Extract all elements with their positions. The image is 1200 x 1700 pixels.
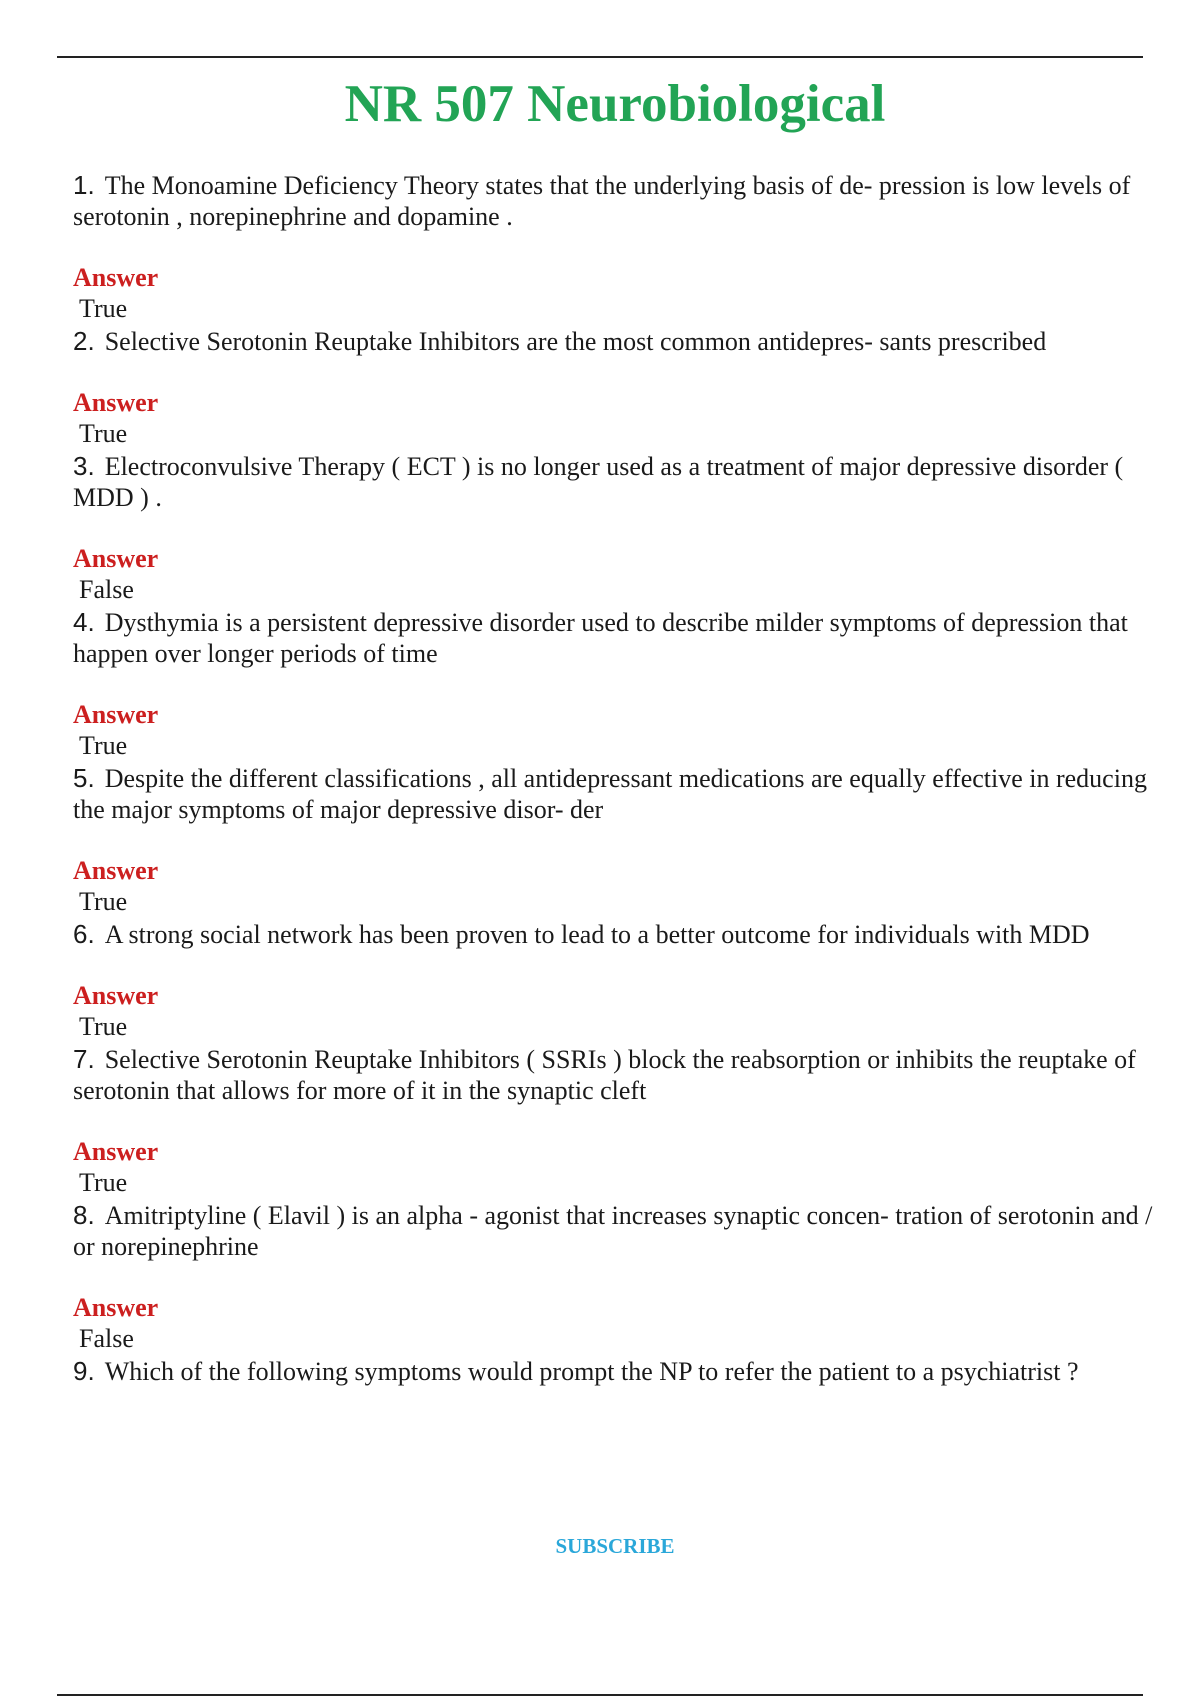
- question-text-row: [73, 607, 1153, 669]
- question-number: 4.: [73, 607, 95, 637]
- page-title: NR 507 Neurobiological: [344, 75, 886, 133]
- question-item: [73, 763, 1153, 917]
- question-text: The Monoamine Deficiency Theory states that the underlying basis of de- pression is low levels of serotonin , norepinephrine and dopamine .: [73, 171, 1131, 231]
- question-text: A strong social network has been proven to lead to a better outcome for individuals with MDD: [104, 920, 1090, 949]
- question-text-row: [73, 326, 1153, 357]
- question-number: 8.: [73, 1200, 95, 1230]
- question-text-row: [73, 919, 1153, 950]
- answer-value: True: [79, 731, 128, 760]
- question-text-row: [73, 763, 1153, 825]
- question-number: 5.: [73, 763, 95, 793]
- answer-value: True: [79, 887, 128, 916]
- question-text: Selective Serotonin Reuptake Inhibitors are the most common antidepres- sants prescribed: [104, 327, 1047, 356]
- question-item: [73, 326, 1153, 449]
- question-item: [73, 1200, 1153, 1354]
- question-number: 1.: [73, 170, 95, 200]
- question-text: Despite the different classifications , all antidepressant medications are equally effective in reducing the major symptoms of major depressive disor- der: [73, 764, 1147, 824]
- question-item: [73, 1044, 1153, 1198]
- question-item: [73, 1356, 1153, 1387]
- question-list: [73, 170, 1153, 1387]
- question-item: [73, 170, 1153, 324]
- question-text-row: [73, 170, 1153, 232]
- question-number: 6.: [73, 919, 95, 949]
- answer-label: Answer: [73, 981, 159, 1010]
- question-text: Which of the following symptoms would prompt the NP to refer the patient to a psychiatrist ?: [104, 1357, 1079, 1386]
- answer-label: Answer: [73, 700, 159, 729]
- answer-value: True: [79, 1012, 128, 1041]
- answer-label: Answer: [73, 856, 159, 885]
- question-text-row: [73, 1200, 1153, 1262]
- answer-value: False: [79, 575, 134, 604]
- question-item: [73, 919, 1153, 1042]
- answer-label: Answer: [73, 1137, 159, 1166]
- answer-value: True: [79, 419, 128, 448]
- question-item: [73, 607, 1153, 761]
- answer-value: True: [79, 294, 128, 323]
- question-number: 3.: [73, 451, 95, 481]
- question-text: Selective Serotonin Reuptake Inhibitors ( SSRIs ) block the reabsorption or inhibits the reuptake of serotonin that allows for more of it in the synaptic cleft: [73, 1045, 1136, 1105]
- question-text: Amitriptyline ( Elavil ) is an alpha - agonist that increases synaptic concen- tration of serotonin and / or norepinephrine: [73, 1201, 1153, 1261]
- question-text-row: [73, 1356, 1153, 1387]
- answer-value: True: [79, 1168, 128, 1197]
- answer-label: Answer: [73, 388, 159, 417]
- question-text-row: [73, 1044, 1153, 1106]
- question-number: 2.: [73, 326, 95, 356]
- answer-value: False: [79, 1324, 134, 1353]
- answer-label: Answer: [73, 544, 159, 573]
- subscribe-link[interactable]: SUBSCRIBE: [555, 1534, 675, 1558]
- top-divider: [57, 56, 1143, 58]
- answer-label: Answer: [73, 1293, 159, 1322]
- question-number: 7.: [73, 1044, 95, 1074]
- question-item: [73, 451, 1153, 605]
- answer-label: Answer: [73, 263, 159, 292]
- bottom-divider: [57, 1694, 1143, 1696]
- question-text: Electroconvulsive Therapy ( ECT ) is no longer used as a treatment of major depressive disorder ( MDD ) .: [73, 452, 1124, 512]
- question-text-row: [73, 451, 1153, 513]
- question-text: Dysthymia is a persistent depressive disorder used to describe milder symptoms of depression that happen over longer periods of time: [73, 608, 1128, 668]
- question-number: 9.: [73, 1356, 95, 1386]
